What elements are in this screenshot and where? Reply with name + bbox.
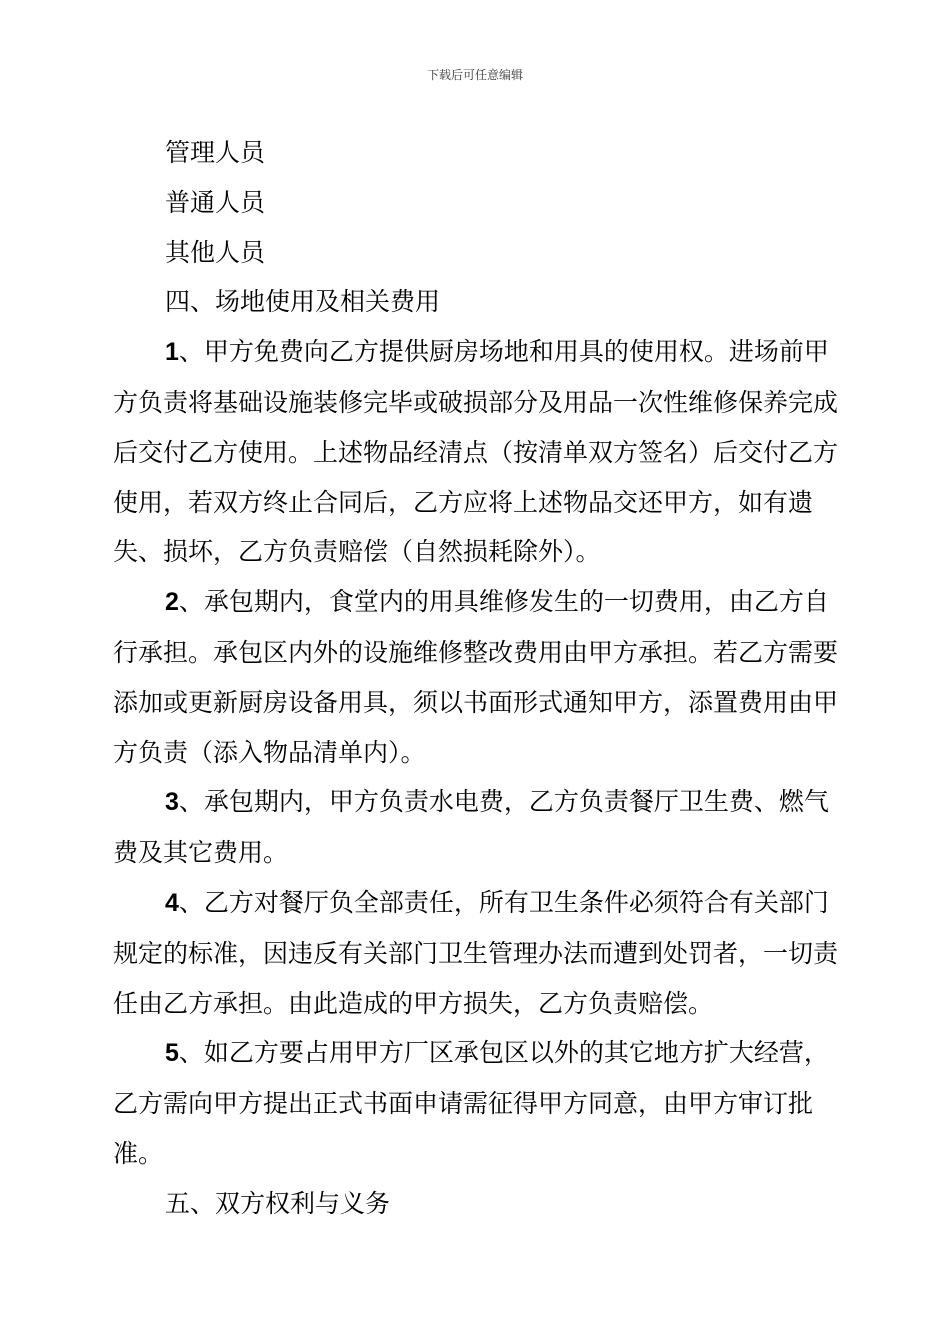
document-body xyxy=(113,128,841,1229)
section-heading-4: 四、场地使用及相关费用 xyxy=(165,287,441,317)
clause-number: 1 xyxy=(165,338,179,367)
clause-1 xyxy=(113,327,841,577)
clause-text: 、承包期内，食堂内的用具维修发生的一切费用，由乙方自行承担。承包区内外的设施维修整改费用由甲方承担。若乙方需要添加或更新厨房设备用具，须以书面形式通知甲方，添置费用由甲方负责（添入物品清单内）。 xyxy=(113,587,839,767)
staff-category-other: 其他人员 xyxy=(165,237,266,267)
clause-number: 4 xyxy=(165,888,179,917)
clause-number: 5 xyxy=(165,1039,179,1068)
clause-3 xyxy=(113,777,841,878)
clause-5 xyxy=(113,1028,841,1178)
staff-category-management: 管理人员 xyxy=(165,138,266,167)
clause-number: 3 xyxy=(165,788,179,817)
clause-number: 2 xyxy=(165,588,179,617)
clause-text: 、如乙方要占用甲方厂区承包区以外的其它地方扩大经营，乙方需向甲方提出正式书面申请需征得甲方同意，由甲方审订批准。 xyxy=(113,1038,829,1168)
clause-text: 、承包期内，甲方负责水电费，乙方负责餐厅卫生费、燃气费及其它费用。 xyxy=(113,787,829,868)
page-header-note: 下载后可任意编辑 xyxy=(426,68,523,82)
clause-text: 、甲方免费向乙方提供厨房场地和用具的使用权。进场前甲方负责将基础设施装修完毕或破损部分及用品一次性维修保养完成后交付乙方使用。上述物品经清点（按清单双方签名）后交付乙方使用，若双方终止合同后，乙方应将上述物品交还甲方，如有遗失、损坏，乙方负责赔偿（自然损耗除外）。 xyxy=(113,337,839,567)
clause-4 xyxy=(113,878,841,1028)
clause-2 xyxy=(113,577,841,777)
clause-text: 、乙方对餐厅负全部责任，所有卫生条件必须符合有关部门规定的标准，因违反有关部门卫生管理办法而遭到处罚者，一切责任由乙方承担。由此造成的甲方损失，乙方负责赔偿。 xyxy=(113,887,839,1018)
staff-category-general: 普通人员 xyxy=(165,187,266,217)
section-heading-5: 五、双方权利与义务 xyxy=(165,1188,391,1218)
